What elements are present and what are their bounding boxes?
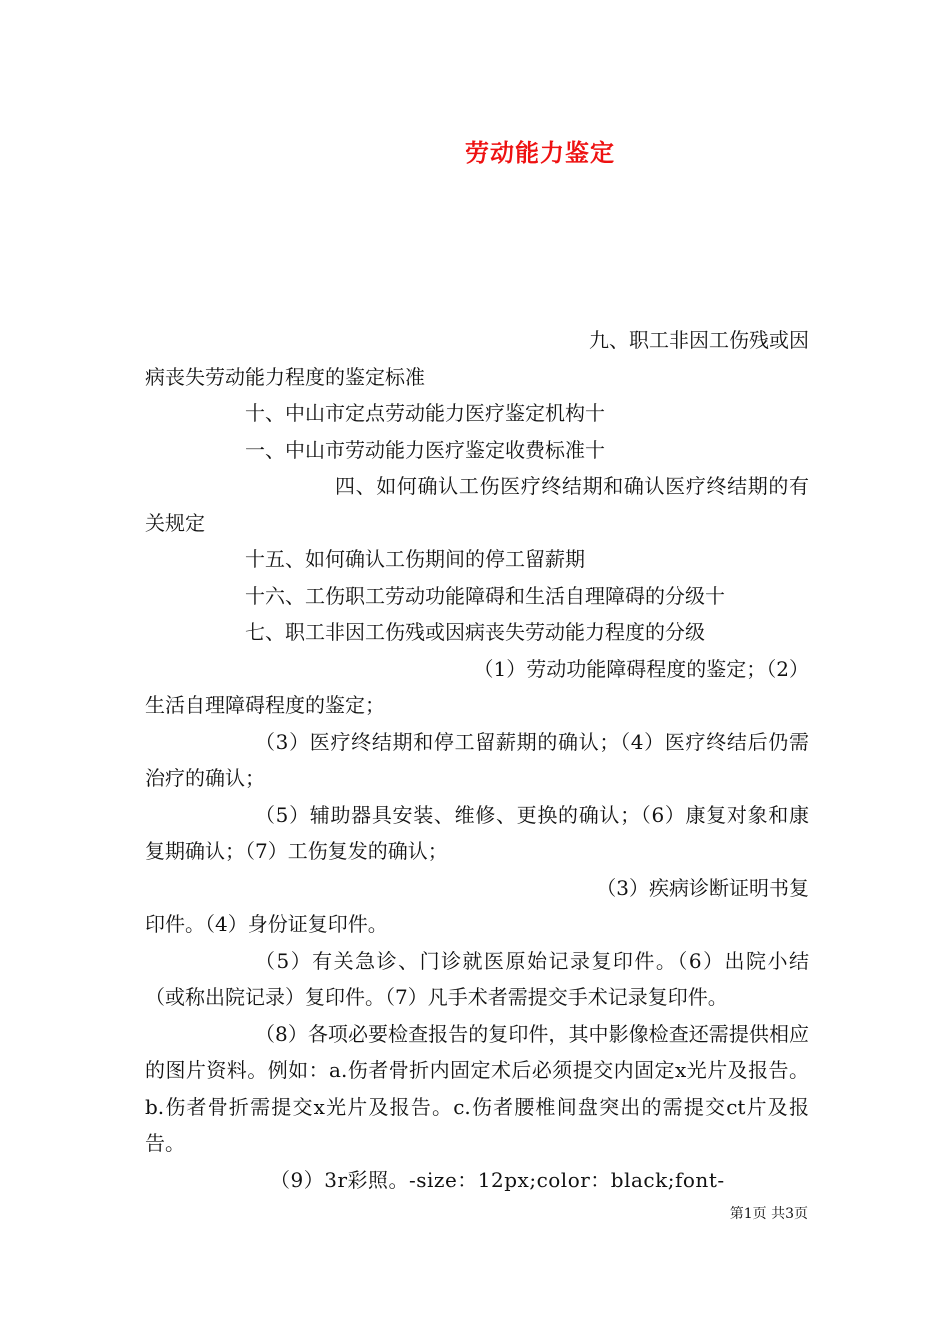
paragraph: 印件。（4）身份证复印件。	[145, 912, 388, 936]
paragraph: 生活自理障碍程度的鉴定；	[145, 693, 385, 717]
paragraph: 一、中山市劳动能力医疗鉴定收费标准十	[245, 437, 605, 462]
document-body	[145, 322, 809, 1198]
paragraph: 十六、工伤职工劳动功能障碍和生活自理障碍的分级十	[245, 583, 725, 608]
paragraph: 十、中山市定点劳动能力医疗鉴定机构十	[245, 401, 605, 425]
paragraph: 病丧失劳动能力程度的鉴定标准	[145, 364, 425, 389]
document-title: 劳动能力鉴定	[465, 139, 615, 167]
paragraph: （8）各项必要检查报告的复印件，其中影像检查还需提供相应的图片资料。例如：a.伤者骨折内固定术后必须提交内固定x光片及报告。b.伤者骨折需提交x光片及报告。c.伤者腰椎间盘突出的需提交ct片及报告。	[145, 1021, 809, 1155]
paragraph: 七、职工非因工伤残或因病丧失劳动能力程度的分级	[245, 620, 705, 644]
paragraph: （5）有关急诊、门诊就医原始记录复印件。（6）出院小结（或称出院记录）复印件。（7）凡手术者需提交手术记录复印件。	[145, 948, 809, 1009]
paragraph: 十五、如何确认工伤期间的停工留薪期	[245, 547, 585, 571]
paragraph: （9）3r彩照。-size：12px;color：black;font-	[270, 1167, 725, 1192]
page-footer: 第1页 共3页	[729, 1206, 808, 1222]
paragraph: （3）疾病诊断证明书复	[596, 875, 809, 900]
paragraph: 九、职工非因工伤残或因	[589, 328, 809, 352]
paragraph: 四、如何确认工伤医疗终结期和确认医疗终结期的有关规定	[145, 474, 809, 535]
paragraph: （1）劳动功能障碍程度的鉴定；（2）	[473, 656, 809, 681]
paragraph: （3）医疗终结期和停工留薪期的确认；（4）医疗终结后仍需治疗的确认；	[145, 729, 809, 790]
paragraph: （5）辅助器具安装、维修、更换的确认；（6）康复对象和康复期确认；（7）工伤复发的确认；	[145, 802, 809, 863]
